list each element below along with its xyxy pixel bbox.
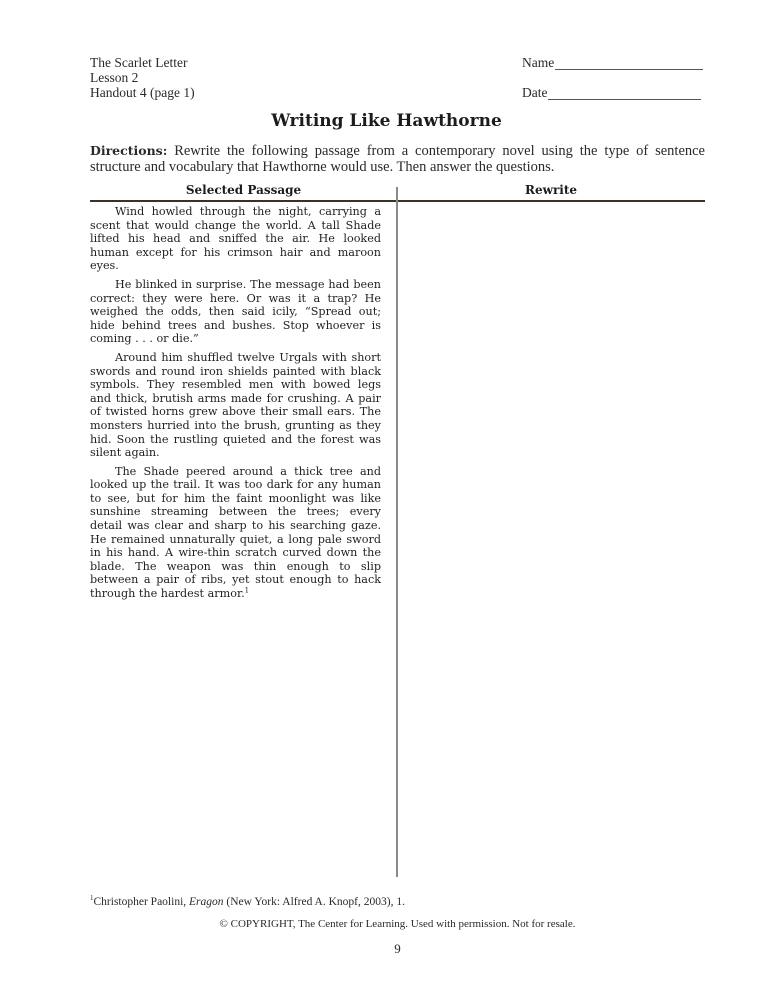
- copyright-notice: © COPYRIGHT, The Center for Learning. Used with permission. Not for resale.: [219, 918, 576, 930]
- date-blank-line[interactable]: [548, 87, 701, 100]
- name-field[interactable]: [522, 55, 703, 70]
- passage-paragraph: Around him shuffled twelve Urgals with short swords and round iron shields painted with black symbols. They resembled men with bowed legs and thick, brutish arms made for crushing. A pair of twisted horns grew above their small ears. The monsters hurried into the brush, grunting as they hid. Soon the rustling quieted and the forest was silent again.: [90, 350, 381, 460]
- date-field[interactable]: [522, 85, 703, 100]
- selected-passage: [90, 205, 381, 606]
- footnote-marker: 1: [244, 586, 250, 595]
- handout-header-right: [522, 55, 703, 100]
- lesson-label: Lesson 2: [90, 70, 139, 85]
- footnote-number: 1: [90, 894, 94, 902]
- handout-label: Handout 4 (page 1): [90, 85, 195, 100]
- column-header-selected-passage: Selected Passage: [185, 183, 302, 197]
- page-number: 9: [394, 941, 401, 956]
- date-label: Date: [522, 85, 548, 100]
- rewrite-area[interactable]: [400, 205, 705, 875]
- footnote-work-title: Eragon: [189, 895, 224, 908]
- passage-paragraph: He blinked in surprise. The message had been correct: they were here. Or was it a trap? He weighed the odds, then said icily, “Spread out; hide behind trees and bushes. Stop whoever is coming . . . or die.”: [90, 277, 381, 346]
- name-label: Name: [522, 55, 555, 70]
- directions-text: Rewrite the following passage from a contemporary novel using the type of sentence structure and vocabulary that Hawthorne would use. Then answer the questions.: [90, 143, 705, 175]
- page-title: Writing Like Hawthorne: [271, 111, 502, 131]
- directions: [90, 143, 705, 175]
- passage-paragraph: The Shade peered around a thick tree and looked up the trail. It was too dark for any human to see, but for him the faint moonlight was like sunshine streaming between the trees; every detail was clear and sharp to his searching gaze. He remained unnaturally quiet, a long pale sword in his hand. A wire-thin scratch curved down the blade. The weapon was thin enough to slip between a pair of ribs, yet stout enough to hack through the hardest armor.$^1$: [90, 464, 381, 601]
- column-header-rewrite: Rewrite: [525, 183, 577, 197]
- book-title: The Scarlet Letter: [90, 55, 188, 70]
- handout-header-left: [90, 55, 195, 100]
- passage-paragraph: Wind howled through the night, carrying a scent that would change the world. A tall Shade lifted his head and sniffed the air. He looked human except for his crimson hair and maroon eyes.: [90, 205, 381, 273]
- column-divider: [396, 187, 398, 877]
- footnote: $^1$Christopher Paolini, Eragon (New York: Alfred A. Knopf, 2003), 1.: [90, 894, 405, 908]
- name-blank-line[interactable]: [555, 57, 703, 70]
- directions-label: Directions:: [90, 143, 168, 158]
